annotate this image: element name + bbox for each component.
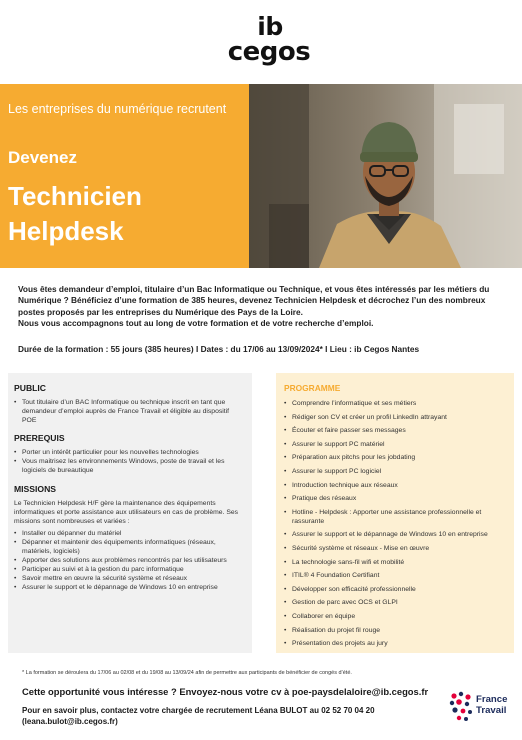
list-item: • Présentation des projets au jury	[284, 639, 508, 648]
technician-photo-illustration	[249, 84, 522, 268]
intro-text	[18, 284, 504, 330]
programme-panel	[276, 373, 514, 653]
list-item: • Gestion de parc avec OCS et GLPI	[284, 598, 508, 607]
list-item: • Développer son efficacité professionnelle	[284, 585, 508, 594]
list-item: • Apporter des solutions aux problèmes rencontrés par les utilisateurs	[14, 556, 244, 565]
hero-title-line2: Helpdesk	[8, 216, 124, 246]
list-item: • Écouter et faire passer ses messages	[284, 426, 508, 435]
section-heading-missions: MISSIONS	[14, 483, 57, 494]
section-missions	[14, 484, 244, 593]
list-item: • Comprendre l’informatique et ses métiers	[284, 399, 508, 408]
france-travail-logo	[448, 690, 518, 730]
list-item: • Assurer le support PC matériel	[284, 440, 508, 449]
contact-info: Pour en savoir plus, contactez votre chargée de recrutement Léana BULOT au 02 52 70 04 20 (leana.bulot@ib.cegos.fr)	[22, 706, 375, 726]
list-item: • Collaborer en équipe	[284, 612, 508, 621]
list-item: • Réalisation du projet fil rouge	[284, 626, 508, 635]
section-heading-public: PUBLIC	[14, 383, 46, 393]
list-item: • Assurer le support et le dépannage de Windows 10 en entreprise	[14, 583, 244, 592]
section-heading-programme: PROGRAMME	[284, 383, 341, 393]
section-public	[14, 383, 244, 425]
list-item: • Dépanner et maintenir des équipements informatiques (réseaux, matériels, logiciels)	[14, 538, 244, 556]
logo-ib-text: ib	[257, 12, 283, 41]
logo-cegos-text: cegos	[227, 37, 311, 67]
hero-title-line1: Technicien	[8, 181, 142, 211]
section-heading-prerequis: PREREQUIS	[14, 433, 65, 444]
programme-list	[284, 399, 508, 653]
hero-photo	[249, 84, 522, 268]
list-item: • Installer ou dépanner du matériel	[14, 529, 244, 538]
hero-title	[8, 179, 142, 249]
list-item: • ITIL® 4 Foundation Certifiant	[284, 571, 508, 580]
list-item: • Préparation aux pitchs pour les jobdating	[284, 453, 508, 462]
hero-banner	[0, 84, 522, 268]
list-item: • Hotline - Helpdesk : Apporter une assistance professionnelle et rassurante	[284, 508, 508, 526]
hero-subtitle: Les entreprises du numérique recrutent	[8, 102, 227, 116]
list-item: • Introduction technique aux réseaux	[284, 481, 508, 490]
hero-devenez: Devenez	[8, 148, 77, 167]
list-item: • Participer au suivi et à la gestion du parc informatique	[14, 565, 244, 574]
cta-send-cv: Cette opportunité vous intéresse ? Envoyez-nous votre cv à poe-paysdelaloire@ib.cegos.fr	[22, 686, 429, 697]
hero-orange-panel	[0, 84, 249, 268]
list-item: • Tout titulaire d’un BAC Informatique ou technique inscrit en tant que demandeur d’emploi auprès de France Travail et éligible au dispositif POE	[14, 398, 244, 425]
france-travail-line1: France	[476, 694, 508, 705]
list-item: • Vous maitrisez les environnements Windows, poste de travail et les logiciels de bureautique	[14, 457, 244, 475]
info-panel	[8, 373, 252, 653]
list-item: • Savoir mettre en œuvre la sécurité système et réseaux	[14, 574, 244, 583]
list-item: • Assurer le support et le dépannage de Windows 10 en entreprise	[284, 530, 508, 539]
list-item: • La technologie sans-fil wifi et mobilité	[284, 558, 508, 567]
section-prerequis	[14, 433, 244, 475]
intro-paragraph-2: Nous vous accompagnons tout au long de votre formation et de votre recherche d’emploi.	[18, 318, 374, 329]
list-item: • Sécurité système et réseaux - Mise en œuvre	[284, 544, 508, 553]
france-travail-dots-icon	[448, 690, 474, 724]
duration-dates-location: Durée de la formation : 55 jours (385 heures) I Dates : du 17/06 au 13/09/2024* I Lieu : ib Cegos Nantes	[18, 344, 420, 354]
list-item: • Assurer le support PC logiciel	[284, 467, 508, 476]
list-item: • Pratique des réseaux	[284, 494, 508, 503]
list-item: • Rédiger son CV et créer un profil LinkedIn attrayant	[284, 413, 508, 422]
list-item: • Porter un intérêt particulier pour les nouvelles technologies	[14, 448, 244, 457]
missions-paragraph: Le Technicien Helpdesk H/F gère la maintenance des équipements informatiques et porte assistance aux utilisateurs en cas de problème. Ses missions sont nombreuses et variées :	[14, 499, 239, 525]
france-travail-line2: Travail	[476, 705, 507, 716]
ib-cegos-logo	[0, 0, 522, 84]
footnote: * La formation se déroulera du 17/06 au 02/08 et du 19/08 au 13/09/24 afin de permettre aux participants de bénéficier de congés d’été.	[22, 670, 352, 676]
intro-paragraph-1: Vous êtes demandeur d’emploi, titulaire d’un Bac Informatique ou Technique, et vous êtes intéressés par les métiers du Numérique ? Bénéficiez d’une formation de 385 heures, devenez Technicien Helpdesk et décrochez l’un des nombreux postes proposés par les entreprises du Numérique des Pays de la Loire.	[18, 284, 490, 317]
